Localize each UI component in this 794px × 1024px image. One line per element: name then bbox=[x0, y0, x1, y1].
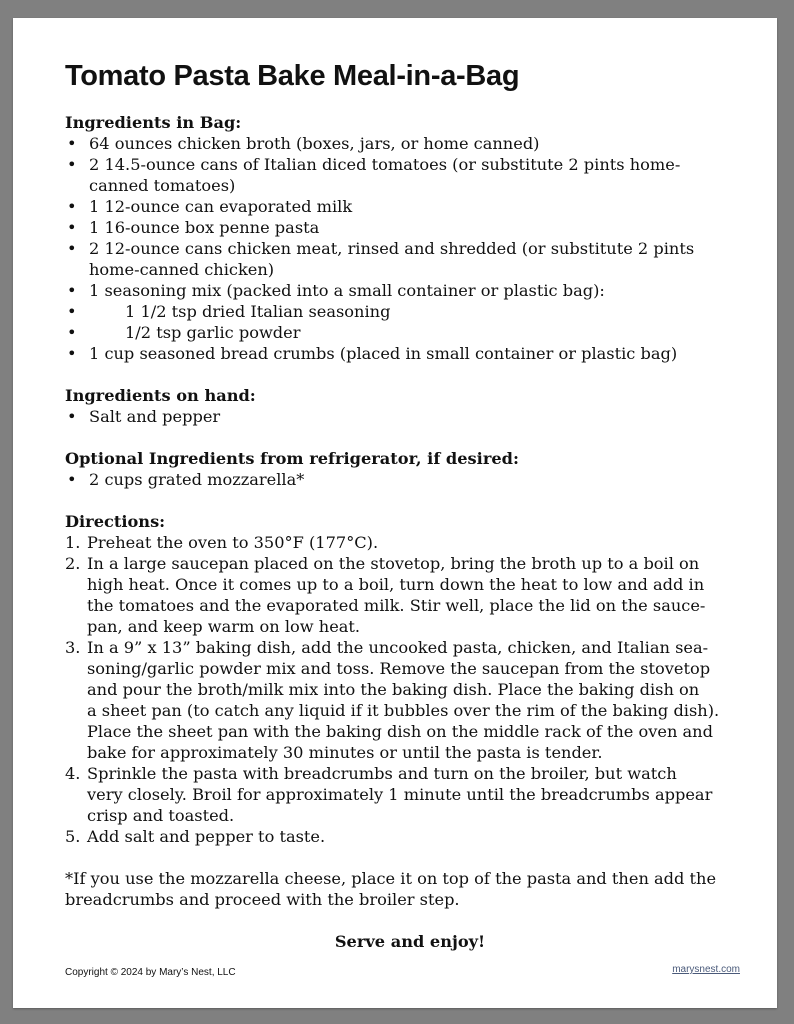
text-line: 64 ounces chicken broth (boxes, jars, or home canned) bbox=[89, 134, 540, 153]
step-text bbox=[87, 553, 705, 637]
page-title: Tomato Pasta Bake Meal-in-a-Bag bbox=[65, 60, 520, 92]
text-line: In a large saucepan placed on the stovetop, bring the broth up to a boil on bbox=[87, 554, 700, 573]
text-line: 1 16-ounce box penne pasta bbox=[89, 218, 320, 237]
bag-heading: Ingredients in Bag: bbox=[65, 113, 242, 132]
directions-heading: Directions: bbox=[65, 512, 166, 531]
ingredient-text bbox=[89, 406, 220, 427]
text-line: In a 9” x 13” baking dish, add the uncooked pasta, chicken, and Italian sea- bbox=[87, 638, 709, 657]
recipe-page bbox=[13, 18, 777, 1008]
direction-step bbox=[65, 763, 755, 826]
ingredient-item bbox=[65, 238, 755, 280]
text-line: crisp and toasted. bbox=[87, 806, 235, 825]
serve-text: Serve and enjoy! bbox=[334, 932, 486, 951]
direction-step bbox=[65, 553, 755, 637]
recipe-content bbox=[65, 112, 755, 952]
text-line: 1 12-ounce can evaporated milk bbox=[89, 197, 353, 216]
ingredient-item bbox=[65, 469, 755, 490]
step-text bbox=[87, 763, 712, 826]
bullet-icon: • bbox=[67, 407, 77, 426]
text-line: 2 14.5-ounce cans of Italian diced tomatoes (or substitute 2 pints home- bbox=[89, 155, 681, 174]
ingredient-item bbox=[65, 301, 755, 322]
on-hand-heading: Ingredients on hand: bbox=[65, 386, 256, 405]
text-line: Place the sheet pan with the baking dish on the middle rack of the oven and bbox=[87, 722, 713, 741]
optional-list bbox=[65, 469, 755, 490]
text-line: and pour the broth/milk mix into the baking dish. Place the baking dish on bbox=[87, 680, 700, 699]
text-line: 2 cups grated mozzarella* bbox=[89, 470, 305, 489]
ingredient-item bbox=[65, 406, 755, 427]
text-line: Add salt and pepper to taste. bbox=[87, 827, 326, 846]
ingredient-text bbox=[89, 133, 540, 154]
optional-heading: Optional Ingredients from refrigerator, if desired: bbox=[65, 449, 519, 468]
ingredient-text bbox=[89, 280, 605, 301]
text-line: canned tomatoes) bbox=[89, 176, 236, 195]
text-line: high heat. Once it comes up to a boil, turn down the heat to low and add in bbox=[87, 575, 705, 594]
bullet-icon: • bbox=[67, 155, 77, 174]
bullet-icon: • bbox=[67, 197, 77, 216]
text-line: Sprinkle the pasta with breadcrumbs and turn on the broiler, but watch bbox=[87, 764, 677, 783]
ingredient-item bbox=[65, 154, 755, 196]
text-line: pan, and keep warm on low heat. bbox=[87, 617, 361, 636]
step-number: 1. bbox=[65, 533, 81, 552]
ingredient-item bbox=[65, 133, 755, 154]
bag-ingredient-list bbox=[65, 133, 755, 364]
text-line: 1 seasoning mix (packed into a small container or plastic bag): bbox=[89, 281, 605, 300]
step-number: 3. bbox=[65, 638, 81, 657]
step-number: 2. bbox=[65, 554, 81, 573]
ingredient-text bbox=[89, 469, 304, 490]
ingredient-text bbox=[89, 238, 694, 280]
on-hand-list bbox=[65, 406, 755, 427]
bullet-icon: • bbox=[67, 134, 77, 153]
text-line: home-canned chicken) bbox=[89, 260, 275, 279]
ingredient-item bbox=[65, 322, 755, 343]
bullet-icon: • bbox=[67, 239, 77, 258]
ingredient-text bbox=[89, 154, 680, 196]
ingredient-text bbox=[89, 196, 352, 217]
text-line: 1 cup seasoned bread crumbs (placed in small container or plastic bag) bbox=[89, 344, 678, 363]
directions-list bbox=[65, 532, 755, 847]
text-line: the tomatoes and the evaporated milk. Stir well, place the lid on the sauce- bbox=[87, 596, 706, 615]
bullet-icon: • bbox=[67, 344, 77, 363]
bullet-icon: • bbox=[67, 470, 77, 489]
text-line: bake for approximately 30 minutes or until the pasta is tender. bbox=[87, 743, 603, 762]
text-line: a sheet pan (to catch any liquid if it bubbles over the rim of the baking dish). bbox=[87, 701, 720, 720]
ingredient-text bbox=[89, 343, 677, 364]
direction-step bbox=[65, 637, 755, 763]
step-number: 5. bbox=[65, 827, 81, 846]
website-link[interactable]: marysnest.com bbox=[672, 964, 740, 975]
bullet-icon: • bbox=[67, 218, 77, 237]
text-line: 2 12-ounce cans chicken meat, rinsed and shredded (or substitute 2 pints bbox=[89, 239, 695, 258]
text-line: very closely. Broil for approximately 1 minute until the breadcrumbs appear bbox=[87, 785, 713, 804]
text-line: Salt and pepper bbox=[89, 407, 221, 426]
direction-step bbox=[65, 532, 755, 553]
ingredient-text bbox=[89, 301, 390, 322]
ingredient-text bbox=[89, 322, 300, 343]
text-line: 1/2 tsp garlic powder bbox=[125, 323, 301, 342]
text-line: 1 1/2 tsp dried Italian seasoning bbox=[125, 302, 391, 321]
text-line: Preheat the oven to 350°F (177°C). bbox=[87, 533, 379, 552]
step-text bbox=[87, 532, 378, 553]
step-number: 4. bbox=[65, 764, 81, 783]
ingredient-item bbox=[65, 217, 755, 238]
step-text bbox=[87, 826, 325, 847]
bullet-icon: • bbox=[67, 302, 77, 321]
direction-step bbox=[65, 826, 755, 847]
bullet-icon: • bbox=[67, 323, 77, 342]
ingredient-item bbox=[65, 196, 755, 217]
ingredient-text bbox=[89, 217, 319, 238]
ingredient-item bbox=[65, 280, 755, 301]
copyright: Copyright © 2024 by Mary’s Nest, LLC bbox=[65, 967, 236, 978]
cheese-note: *If you use the mozzarella cheese, place it on top of the pasta and then add the breadcrumbs and proceed with the broiler step. bbox=[65, 869, 717, 909]
ingredient-item bbox=[65, 343, 755, 364]
step-text bbox=[87, 637, 719, 763]
bullet-icon: • bbox=[67, 281, 77, 300]
text-line: soning/garlic powder mix and toss. Remove the saucepan from the stovetop bbox=[87, 659, 711, 678]
